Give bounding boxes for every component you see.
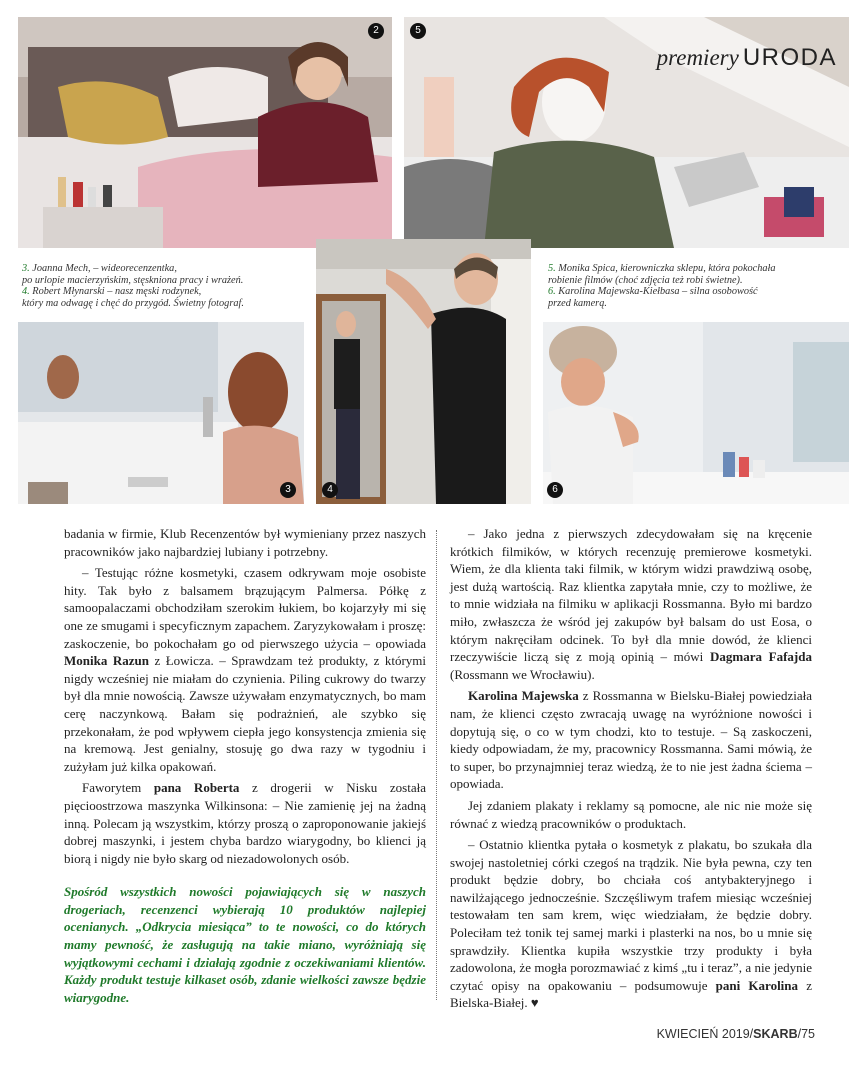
photo-number-badge: 4 — [322, 482, 338, 498]
section-header-italic: premiery — [656, 45, 739, 70]
column-divider — [436, 530, 437, 1000]
article-paragraph: – Jako jedna z pierwszych zdecydowałam się na kręcenie krótkich filmików, w których recenzuję premierowe kosmetyki. Wiem, że dla klienta taki filmik, w którym widzi prawdziwą osobę, jest dużą wartością. Raz klientka zapytała mnie, czy to możliwe, że to mnie widziała na filmiku w aplikacji Rossmanna. Było mi bardzo miło, zwłaszcza że wśród jej zakupów był balsam do ust Eosa, o którym nakręciłam odcinek. To był dla mnie dowód, że klienci rzeczywiście liczą się z moją opinią – mówi Dagmara Fafajda (Rossmann we Wrocławiu). — [450, 526, 812, 682]
person-name: pana Roberta — [153, 780, 240, 796]
person-name: Monika Razun — [64, 653, 149, 669]
person-name: pani Karolina — [715, 977, 799, 993]
article-paragraph: – Ostatnio klientka pytała o kosmetyk z plakatu, bo szukała dla swojej nastoletniej córki czegoś na trądzik. Nie była pewna, czy ten produkt będzie dobry, bo chciała coś antybakteryjnego i nawilżającego jednocześnie. Szczęśliwym trafem miesiąc wcześniej testowałam ten sam krem, więc wiedziałam, że będzie dobry. Poleciłam też tonik tej samej marki i plasterki na nos, bo u mnie się sprawdziły. Klientka kupiła wszystkie trzy produkty i była zadowolona, że mogła porozmawiać z kimś „tu i teraz”, a nie jedynie czytać opisy na opakowaniu – podsumowuje pani Karolina z Bielska-Białej. ♥ — [450, 837, 812, 1011]
photo-2-bedroom — [18, 17, 392, 248]
article-paragraph: Karolina Majewska z Rossmanna w Bielsku-Białej powiedziała nam, że klienci często zwracają uwagę na wyróżnione nowości i dopytują się, o co w tym chodzi, kto to testuje. – Są zaskoczeni, kiedy odpowiadam, że my, pracownicy Rossmanna. Sami mówią, że to super, bo przynajmniej teraz wiedzą, że to nie jest żadna ściema – opowiada. — [450, 688, 812, 792]
photo-number-badge: 6 — [547, 482, 563, 498]
page-number: 75 — [801, 1027, 815, 1041]
article-paragraph: Faworytem pana Roberta z drogerii w Nisku została pięcioostrzowa maszynka Wilkinsona: – Nie zamienię jej na żadną inną. Polecam ją wszystkim, którzy proszą o zaproponowanie jakiejś dobrej maszynki, i jestem chyba bardzo wiarygodny, bo klienci ją biorą i nigdy nie było skarg od niezadowolonych osób. — [64, 780, 426, 866]
person-name: Karolina Majewska — [468, 688, 579, 704]
article-paragraph: – Testując różne kosmetyki, czasem odkrywam moje osobiste hity. Tak było z balsamem brązującym Palmersa. Półkę z samoopalaczami obchodziłam szerokim łukiem, bo kojarzyły mi się one ze smugami i specyficznym zapachem. Zaryzykowałam i proszę: zaskoczenie, bo pokochałam go od pierwszego użycia – opowiada Monika Razun z Łowicza. – Sprawdzam też produkty, z którymi nigdy wcześniej nie miałam do czynienia. Piling cukrowy do twarzy był dla mnie nowością. Zawsze używałam enzymatycznych, bo mam cerę naczynkową. Bałam się podrażnień, ale szybko się przekonałam, że pod wpływem ciepła jego konsystencja zmienia się na kremową. Jest genialny, stosuję go dwa razy w tygodniu i zużyłam już kilka opakowań. — [64, 565, 427, 774]
caption-left: 3. Joanna Mech, – wideorecenzentka, po urlopie macierzyńskim, stęskniona pracy i wrażeń. 4. Robert Młynarski – nasz męski rodzynek, który ma odwagę i chęć do przygód. Świetny fotograf. — [22, 263, 244, 309]
section-header-caps: URODA — [742, 44, 837, 71]
footer-month: KWIECIEŃ 2019 — [656, 1027, 750, 1041]
article-column-right — [450, 525, 812, 1016]
article-paragraph: Jej zdaniem plakaty i reklamy są pomocne, ale nic nie może się równać z wiedzą pracowników o produktach. — [450, 797, 812, 831]
photo-3-bathroom — [18, 322, 304, 504]
page-footer: KWIECIEŃ 2019/SKARB/75 — [656, 1027, 815, 1041]
photo-4-mirror — [316, 239, 531, 504]
person-name: Dagmara Fafajda — [709, 649, 812, 665]
section-header — [657, 44, 837, 72]
highlight-box-text: Spośród wszystkich nowości pojawiających się w naszych drogeriach, recenzenci wybierają 10 produktów najlepiej ocenianych. „Odkrycia miesiąca” to te nowości, co do których mamy pewność, że zasługują na takie miano, wyróżniają się wyjątkowymi cechami i działają zgodnie z oczekiwaniami klientów. Każdy produkt testuje kilkaset osób, zdanie wielkości zawsze będzie wiarygodne. — [64, 884, 426, 1005]
photo-6-towel — [543, 322, 849, 504]
photo-number-badge: 2 — [368, 23, 384, 39]
caption-right: 5. Monika Spica, kierowniczka sklepu, która pokochała robienie filmów (choć zdjęcia też robi świetne). 6. Karolina Majewska-Kiełbasa – silna osobowość przed kamerą. — [548, 263, 776, 309]
photo-number-badge: 5 — [410, 23, 426, 39]
article-column-left — [64, 525, 426, 1010]
photo-number-badge: 3 — [280, 482, 296, 498]
footer-magazine: SKARB — [753, 1027, 798, 1041]
article-paragraph: badania w firmie, Klub Recenzentów był wymieniany przez naszych pracowników jako najbardziej lubiany i potrzebny. — [64, 526, 426, 559]
